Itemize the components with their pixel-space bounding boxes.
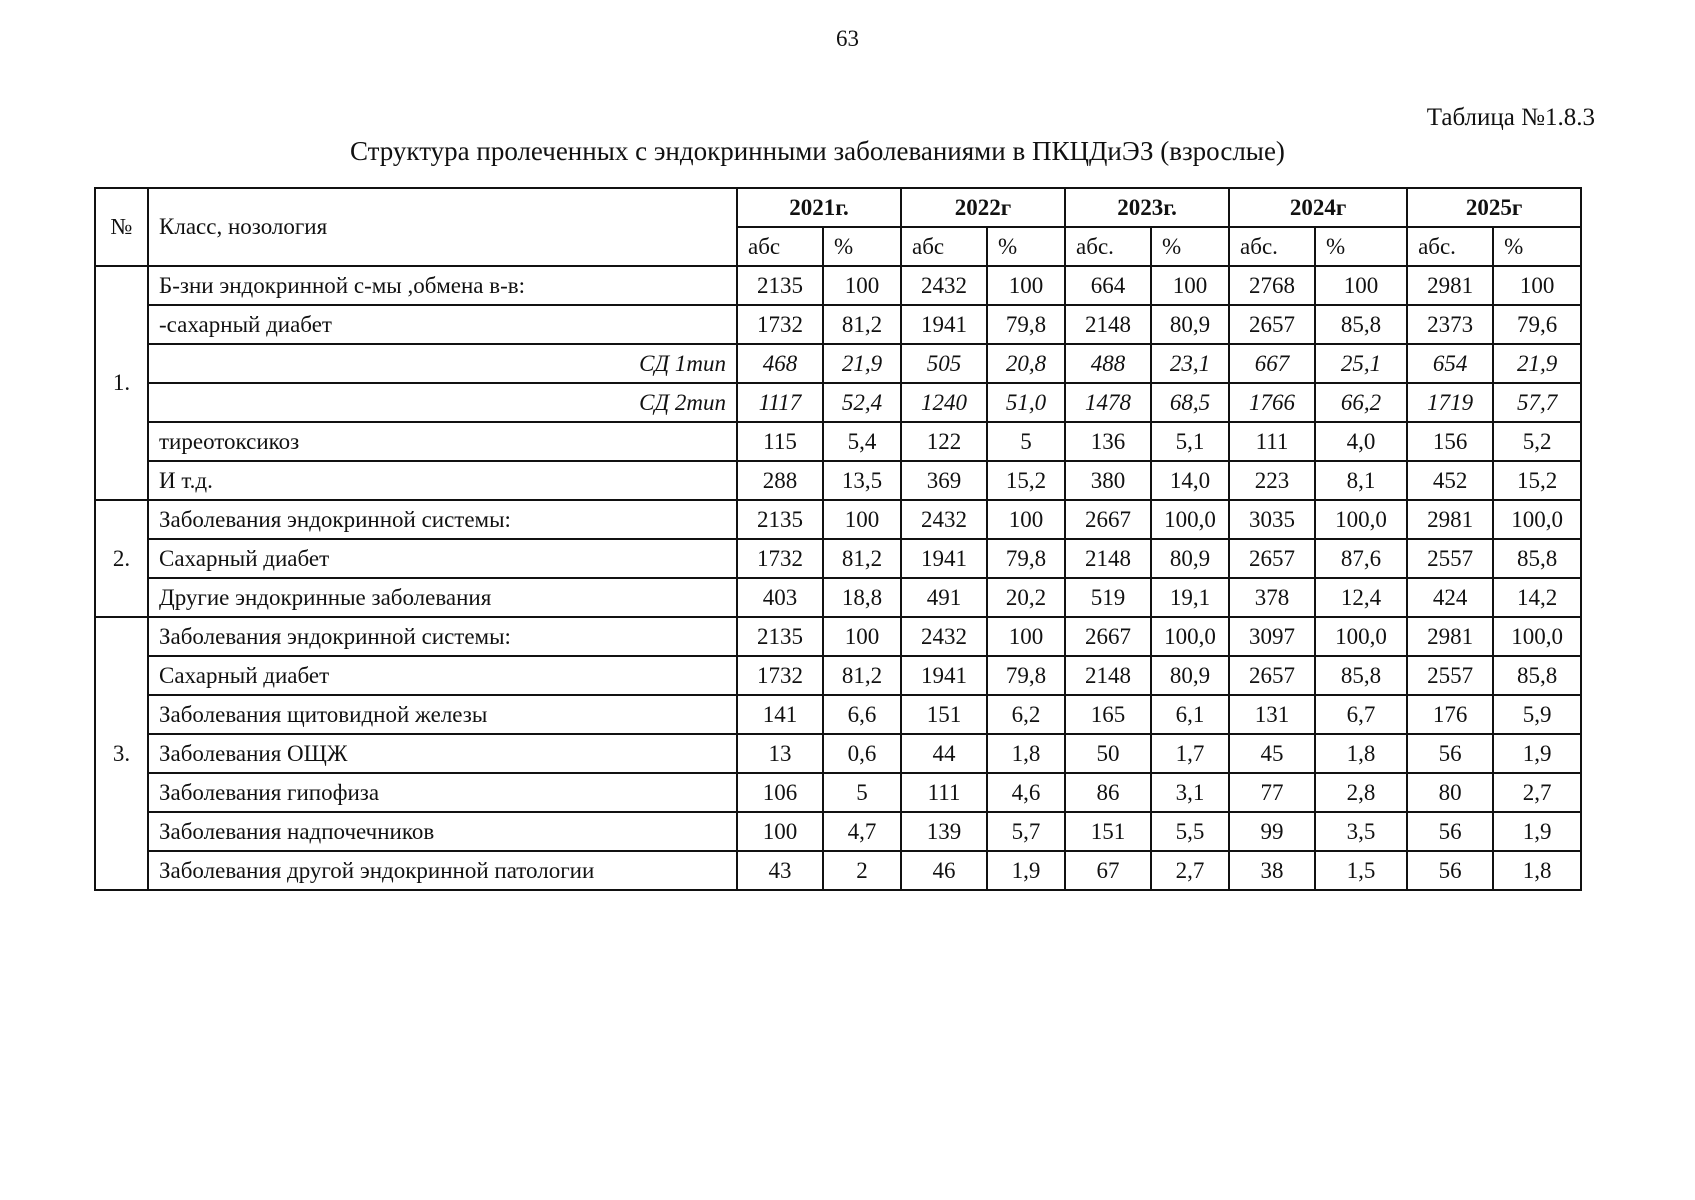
cell-percent: 18,8 <box>823 578 901 617</box>
cell-abs: 223 <box>1229 461 1315 500</box>
header-unit: % <box>1493 227 1581 266</box>
cell-abs: 2432 <box>901 266 987 305</box>
cell-abs: 2373 <box>1407 305 1493 344</box>
table-row <box>95 773 1581 812</box>
header-year: 2024г <box>1229 188 1407 227</box>
header-unit: % <box>1151 227 1229 266</box>
cell-abs: 106 <box>737 773 823 812</box>
header-unit: абс <box>737 227 823 266</box>
cell-percent: 100 <box>1151 266 1229 305</box>
cell-abs: 2981 <box>1407 500 1493 539</box>
cell-percent: 23,1 <box>1151 344 1229 383</box>
table-row <box>95 305 1581 344</box>
row-label: Заболевания щитовидной железы <box>148 695 737 734</box>
cell-percent: 87,6 <box>1315 539 1407 578</box>
cell-abs: 491 <box>901 578 987 617</box>
table-title: Структура пролеченных с эндокринными заболеваниями в ПКЦДиЭЗ (взрослые) <box>350 136 1285 166</box>
cell-percent: 51,0 <box>987 383 1065 422</box>
cell-percent: 4,6 <box>987 773 1065 812</box>
cell-percent: 5,1 <box>1151 422 1229 461</box>
cell-abs: 3035 <box>1229 500 1315 539</box>
cell-percent: 1,8 <box>987 734 1065 773</box>
cell-abs: 505 <box>901 344 987 383</box>
cell-abs: 2981 <box>1407 617 1493 656</box>
cell-percent: 100 <box>987 500 1065 539</box>
cell-percent: 14,2 <box>1493 578 1581 617</box>
cell-percent: 79,6 <box>1493 305 1581 344</box>
cell-percent: 15,2 <box>1493 461 1581 500</box>
cell-abs: 1941 <box>901 656 987 695</box>
cell-percent: 81,2 <box>823 305 901 344</box>
cell-abs: 2135 <box>737 266 823 305</box>
cell-abs: 2981 <box>1407 266 1493 305</box>
cell-percent: 79,8 <box>987 656 1065 695</box>
cell-percent: 5,7 <box>987 812 1065 851</box>
cell-percent: 1,8 <box>1315 734 1407 773</box>
cell-percent: 80,9 <box>1151 305 1229 344</box>
cell-abs: 136 <box>1065 422 1151 461</box>
header-unit: абс. <box>1407 227 1493 266</box>
cell-abs: 141 <box>737 695 823 734</box>
row-label: Сахарный диабет <box>148 539 737 578</box>
cell-abs: 2557 <box>1407 539 1493 578</box>
row-label: И т.д. <box>148 461 737 500</box>
cell-percent: 1,9 <box>987 851 1065 890</box>
cell-abs: 43 <box>737 851 823 890</box>
cell-percent: 2 <box>823 851 901 890</box>
row-label: Б-зни эндокринной с-мы ,обмена в-в: <box>148 266 737 305</box>
cell-percent: 20,2 <box>987 578 1065 617</box>
table-row <box>95 422 1581 461</box>
row-label: Другие эндокринные заболевания <box>148 578 737 617</box>
cell-abs: 80 <box>1407 773 1493 812</box>
cell-percent: 14,0 <box>1151 461 1229 500</box>
cell-abs: 1732 <box>737 656 823 695</box>
table-body <box>95 266 1581 890</box>
row-label: Заболевания гипофиза <box>148 773 737 812</box>
cell-abs: 122 <box>901 422 987 461</box>
cell-percent: 5 <box>987 422 1065 461</box>
cell-abs: 99 <box>1229 812 1315 851</box>
cell-percent: 100,0 <box>1315 500 1407 539</box>
row-label: Заболевания надпочечников <box>148 812 737 851</box>
table-row <box>95 461 1581 500</box>
cell-abs: 452 <box>1407 461 1493 500</box>
cell-percent: 25,1 <box>1315 344 1407 383</box>
cell-abs: 2432 <box>901 500 987 539</box>
cell-percent: 19,1 <box>1151 578 1229 617</box>
table-row <box>95 266 1581 305</box>
cell-abs: 38 <box>1229 851 1315 890</box>
table-row <box>95 344 1581 383</box>
cell-percent: 100 <box>987 266 1065 305</box>
group-number: 2. <box>95 500 148 617</box>
cell-abs: 2135 <box>737 500 823 539</box>
row-label: -сахарный диабет <box>148 305 737 344</box>
cell-percent: 3,1 <box>1151 773 1229 812</box>
cell-abs: 156 <box>1407 422 1493 461</box>
cell-abs: 2667 <box>1065 617 1151 656</box>
cell-abs: 1941 <box>901 305 987 344</box>
cell-abs: 77 <box>1229 773 1315 812</box>
cell-abs: 1719 <box>1407 383 1493 422</box>
header-year: 2023г. <box>1065 188 1229 227</box>
cell-percent: 12,4 <box>1315 578 1407 617</box>
cell-abs: 2657 <box>1229 539 1315 578</box>
cell-abs: 2667 <box>1065 500 1151 539</box>
cell-abs: 3097 <box>1229 617 1315 656</box>
cell-abs: 151 <box>901 695 987 734</box>
table-row <box>95 383 1581 422</box>
header-year: 2021г. <box>737 188 901 227</box>
header-unit: % <box>823 227 901 266</box>
row-label: Заболевания эндокринной системы: <box>148 617 737 656</box>
header-year: 2025г <box>1407 188 1581 227</box>
cell-abs: 654 <box>1407 344 1493 383</box>
row-label: Сахарный диабет <box>148 656 737 695</box>
cell-percent: 85,8 <box>1315 305 1407 344</box>
cell-percent: 5,5 <box>1151 812 1229 851</box>
cell-percent: 1,9 <box>1493 734 1581 773</box>
cell-abs: 380 <box>1065 461 1151 500</box>
cell-abs: 424 <box>1407 578 1493 617</box>
cell-percent: 81,2 <box>823 656 901 695</box>
cell-percent: 85,8 <box>1493 656 1581 695</box>
cell-abs: 2657 <box>1229 305 1315 344</box>
endocrine-structure-table <box>94 187 1582 891</box>
header-unit: % <box>1315 227 1407 266</box>
cell-percent: 80,9 <box>1151 656 1229 695</box>
cell-percent: 1,9 <box>1493 812 1581 851</box>
row-label: Заболевания эндокринной системы: <box>148 500 737 539</box>
header-unit: абс <box>901 227 987 266</box>
cell-percent: 2,7 <box>1493 773 1581 812</box>
cell-percent: 21,9 <box>823 344 901 383</box>
cell-percent: 13,5 <box>823 461 901 500</box>
table-row <box>95 578 1581 617</box>
table-row <box>95 539 1581 578</box>
cell-percent: 79,8 <box>987 539 1065 578</box>
cell-abs: 151 <box>1065 812 1151 851</box>
cell-percent: 100,0 <box>1151 617 1229 656</box>
cell-abs: 131 <box>1229 695 1315 734</box>
cell-percent: 5,4 <box>823 422 901 461</box>
cell-abs: 488 <box>1065 344 1151 383</box>
cell-abs: 288 <box>737 461 823 500</box>
header-year: 2022г <box>901 188 1065 227</box>
cell-abs: 468 <box>737 344 823 383</box>
cell-percent: 85,8 <box>1315 656 1407 695</box>
cell-percent: 1,5 <box>1315 851 1407 890</box>
cell-percent: 100 <box>987 617 1065 656</box>
row-label: Заболевания ОЩЖ <box>148 734 737 773</box>
cell-abs: 44 <box>901 734 987 773</box>
cell-abs: 2432 <box>901 617 987 656</box>
cell-percent: 66,2 <box>1315 383 1407 422</box>
table-row <box>95 500 1581 539</box>
cell-percent: 81,2 <box>823 539 901 578</box>
cell-percent: 100,0 <box>1493 617 1581 656</box>
cell-percent: 0,6 <box>823 734 901 773</box>
cell-abs: 519 <box>1065 578 1151 617</box>
cell-abs: 1732 <box>737 305 823 344</box>
table-row <box>95 734 1581 773</box>
cell-percent: 6,6 <box>823 695 901 734</box>
cell-abs: 1766 <box>1229 383 1315 422</box>
cell-abs: 56 <box>1407 812 1493 851</box>
cell-percent: 100,0 <box>1315 617 1407 656</box>
cell-abs: 2148 <box>1065 539 1151 578</box>
cell-percent: 5,2 <box>1493 422 1581 461</box>
cell-abs: 67 <box>1065 851 1151 890</box>
cell-percent: 6,2 <box>987 695 1065 734</box>
cell-percent: 4,0 <box>1315 422 1407 461</box>
cell-abs: 403 <box>737 578 823 617</box>
header-unit: % <box>987 227 1065 266</box>
cell-percent: 1,8 <box>1493 851 1581 890</box>
cell-abs: 1732 <box>737 539 823 578</box>
cell-percent: 79,8 <box>987 305 1065 344</box>
header-class: Класс, нозология <box>148 188 737 266</box>
cell-percent: 6,7 <box>1315 695 1407 734</box>
cell-abs: 115 <box>737 422 823 461</box>
cell-percent: 20,8 <box>987 344 1065 383</box>
cell-abs: 369 <box>901 461 987 500</box>
cell-percent: 100 <box>1493 266 1581 305</box>
cell-abs: 1941 <box>901 539 987 578</box>
cell-abs: 667 <box>1229 344 1315 383</box>
cell-percent: 21,9 <box>1493 344 1581 383</box>
row-label: Заболевания другой эндокринной патологии <box>148 851 737 890</box>
table-row <box>95 812 1581 851</box>
cell-abs: 2135 <box>737 617 823 656</box>
cell-abs: 111 <box>901 773 987 812</box>
cell-abs: 1240 <box>901 383 987 422</box>
cell-percent: 57,7 <box>1493 383 1581 422</box>
cell-abs: 2768 <box>1229 266 1315 305</box>
cell-percent: 5 <box>823 773 901 812</box>
cell-abs: 56 <box>1407 734 1493 773</box>
cell-abs: 664 <box>1065 266 1151 305</box>
table-number: Таблица №1.8.3 <box>1426 104 1595 131</box>
cell-abs: 86 <box>1065 773 1151 812</box>
cell-percent: 100 <box>823 500 901 539</box>
cell-percent: 80,9 <box>1151 539 1229 578</box>
cell-percent: 100 <box>1315 266 1407 305</box>
row-label: СД 2тип <box>148 383 737 422</box>
cell-abs: 1478 <box>1065 383 1151 422</box>
table-row <box>95 617 1581 656</box>
cell-percent: 15,2 <box>987 461 1065 500</box>
cell-percent: 4,7 <box>823 812 901 851</box>
table-row <box>95 656 1581 695</box>
row-label: тиреотоксикоз <box>148 422 737 461</box>
cell-percent: 2,8 <box>1315 773 1407 812</box>
cell-abs: 46 <box>901 851 987 890</box>
cell-abs: 13 <box>737 734 823 773</box>
cell-abs: 378 <box>1229 578 1315 617</box>
cell-abs: 2657 <box>1229 656 1315 695</box>
cell-percent: 2,7 <box>1151 851 1229 890</box>
cell-abs: 139 <box>901 812 987 851</box>
header-unit: абс. <box>1229 227 1315 266</box>
cell-percent: 52,4 <box>823 383 901 422</box>
cell-abs: 45 <box>1229 734 1315 773</box>
cell-abs: 165 <box>1065 695 1151 734</box>
cell-abs: 111 <box>1229 422 1315 461</box>
cell-abs: 1117 <box>737 383 823 422</box>
group-number: 3. <box>95 617 148 890</box>
cell-abs: 176 <box>1407 695 1493 734</box>
cell-abs: 2557 <box>1407 656 1493 695</box>
table-row <box>95 695 1581 734</box>
cell-abs: 2148 <box>1065 305 1151 344</box>
cell-percent: 1,7 <box>1151 734 1229 773</box>
table-row <box>95 851 1581 890</box>
cell-percent: 85,8 <box>1493 539 1581 578</box>
cell-percent: 100,0 <box>1151 500 1229 539</box>
cell-percent: 8,1 <box>1315 461 1407 500</box>
cell-percent: 68,5 <box>1151 383 1229 422</box>
cell-percent: 100 <box>823 617 901 656</box>
page-number: 63 <box>836 26 859 51</box>
header-unit: абс. <box>1065 227 1151 266</box>
cell-abs: 50 <box>1065 734 1151 773</box>
row-label: СД 1тип <box>148 344 737 383</box>
cell-percent: 100,0 <box>1493 500 1581 539</box>
cell-percent: 5,9 <box>1493 695 1581 734</box>
cell-percent: 6,1 <box>1151 695 1229 734</box>
cell-abs: 2148 <box>1065 656 1151 695</box>
cell-abs: 56 <box>1407 851 1493 890</box>
cell-percent: 3,5 <box>1315 812 1407 851</box>
header-row-years <box>95 188 1581 227</box>
cell-abs: 100 <box>737 812 823 851</box>
group-number: 1. <box>95 266 148 500</box>
cell-percent: 100 <box>823 266 901 305</box>
header-num: № <box>95 188 148 266</box>
